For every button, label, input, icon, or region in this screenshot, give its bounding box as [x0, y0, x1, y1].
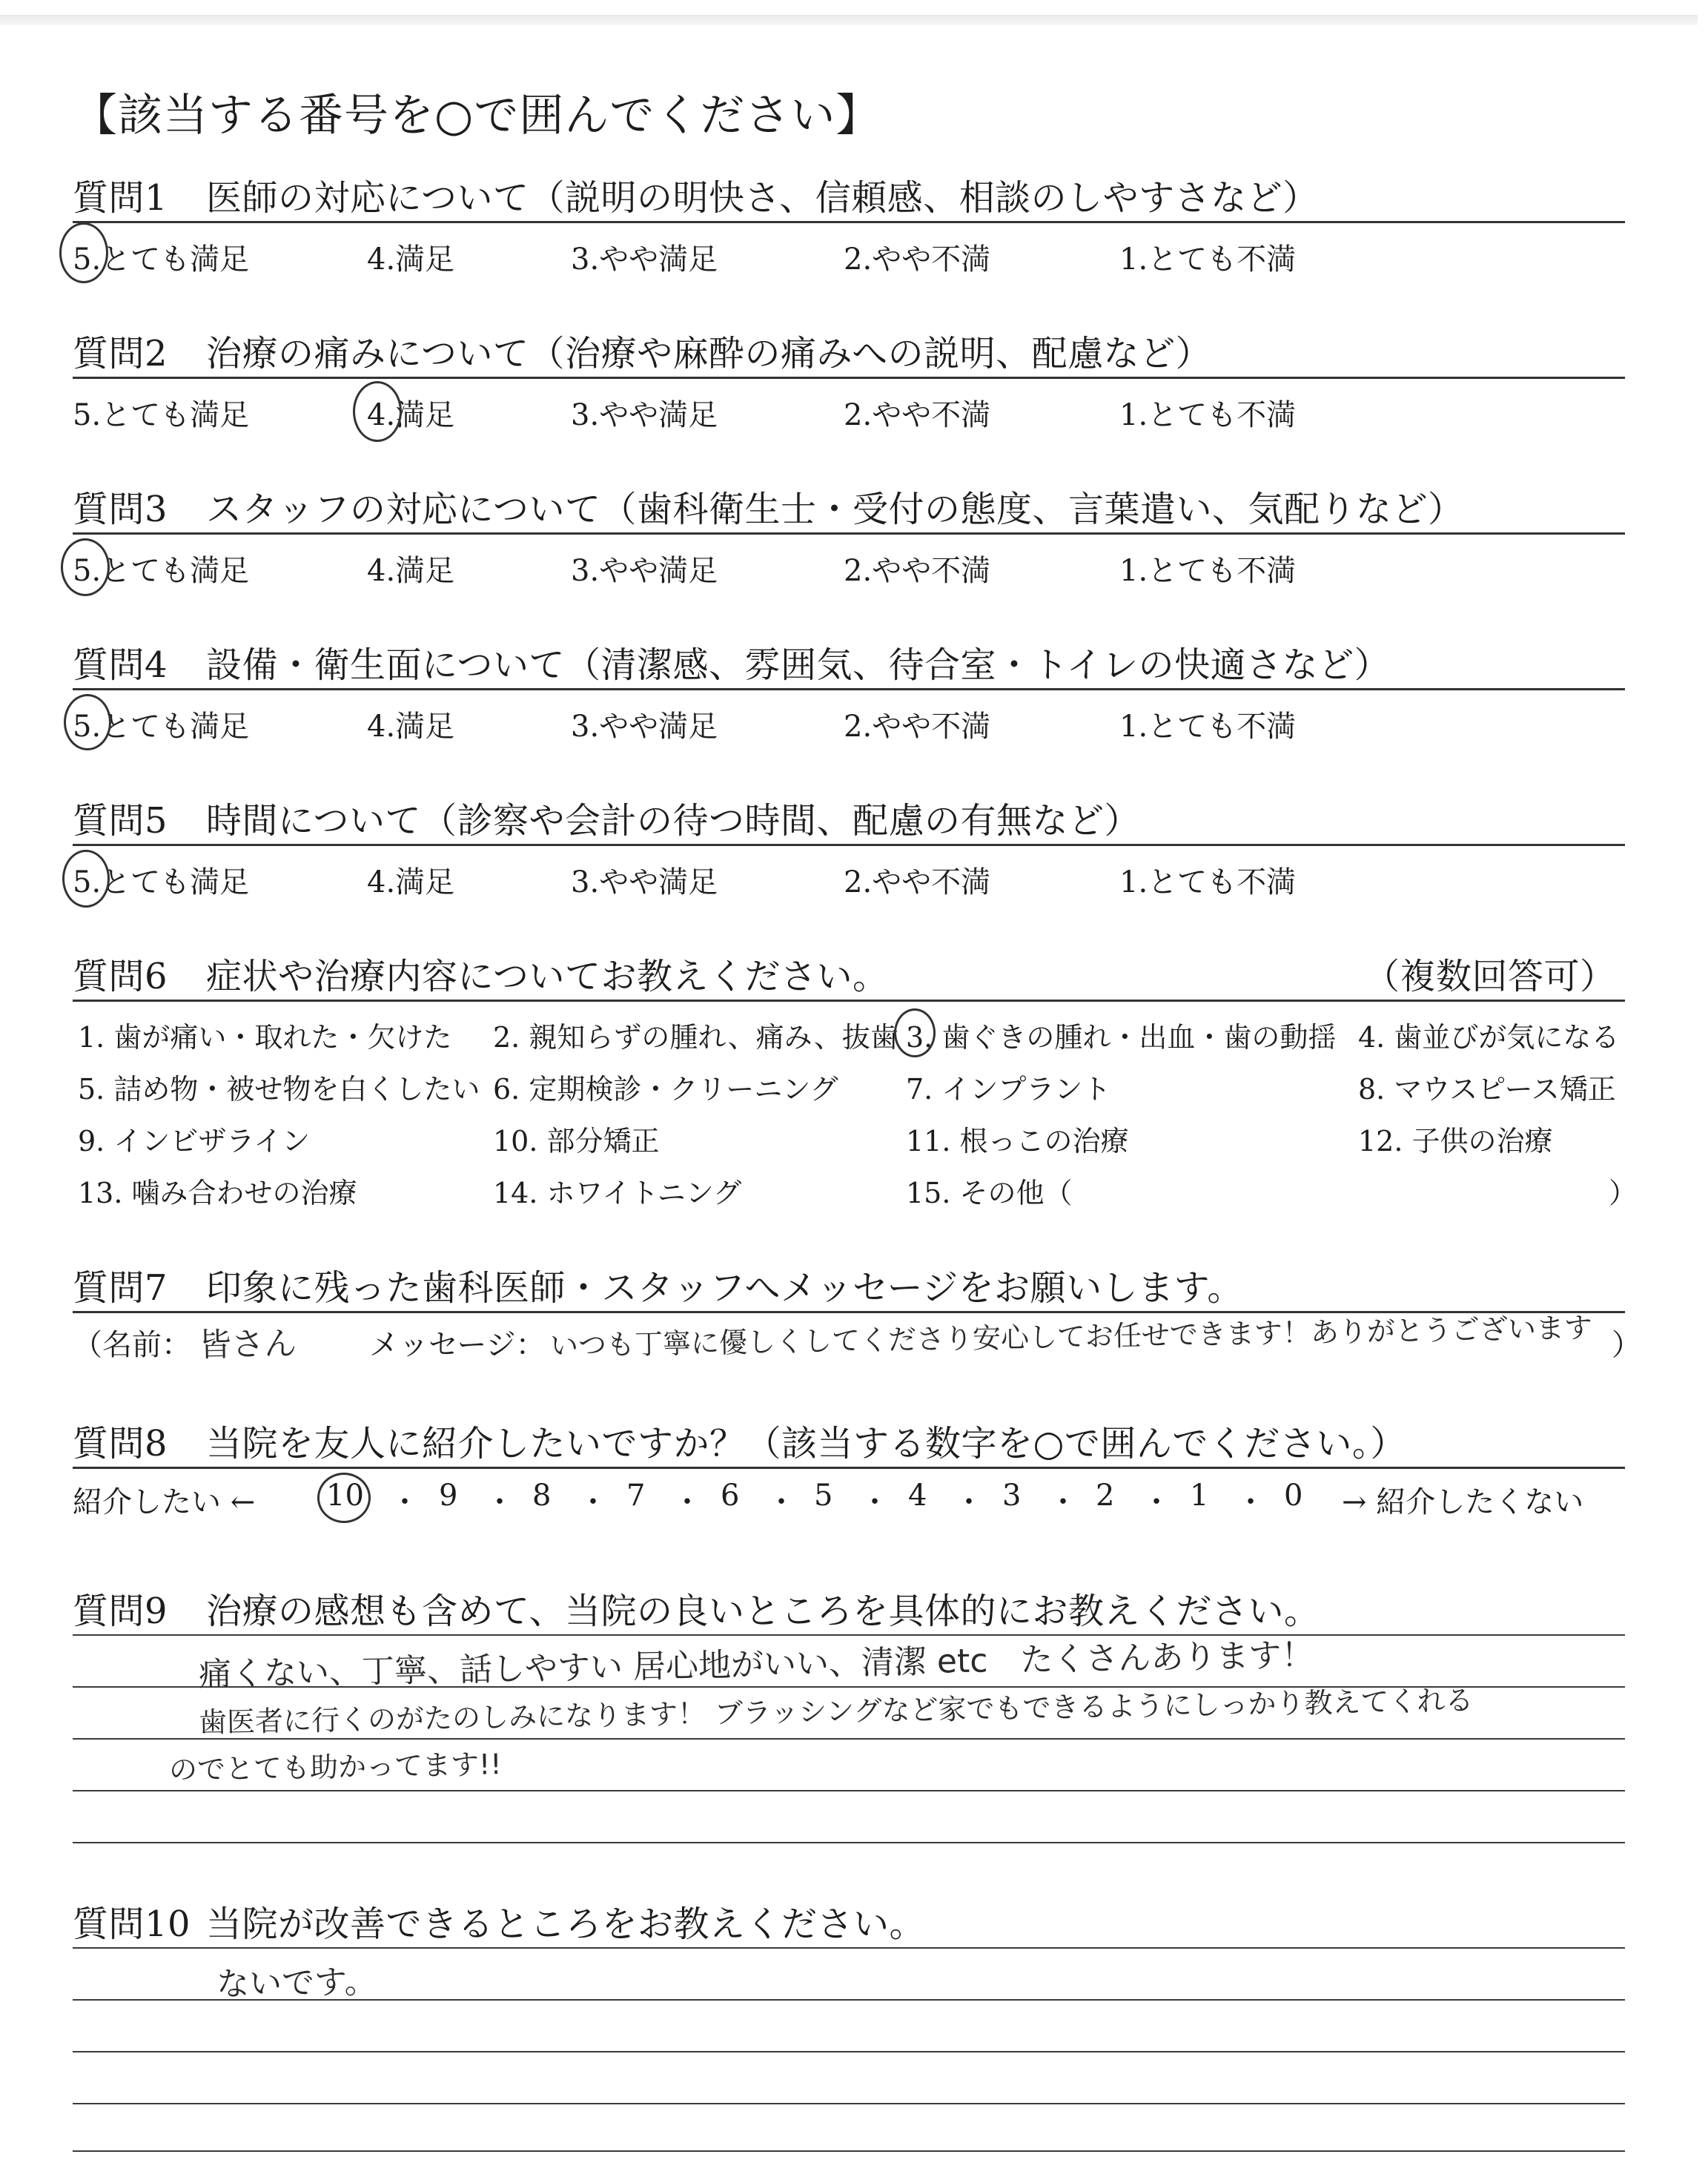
symptom-option[interactable]: 7. インプラント [906, 1073, 1111, 1106]
answer-text-line[interactable]: ないです。 [216, 1963, 377, 2004]
question-text: 治療の痛みについて（治療や麻酔の痛みへの説明、配慮など） [206, 333, 1212, 374]
option-3[interactable]: 3.やや満足 [571, 398, 718, 432]
option-1[interactable]: 1.とても不満 [1119, 710, 1297, 744]
symptom-option[interactable]: 11. 根っこの治療 [906, 1125, 1129, 1157]
scale-separator: ・ [1048, 1485, 1078, 1519]
symptom-option[interactable]: 3. 歯ぐきの腫れ・出血・歯の動揺 [906, 1021, 1337, 1054]
writing-line [73, 1842, 1625, 1843]
scale-value-1[interactable]: 1 [1190, 1479, 1209, 1513]
scan-top-edge [0, 15, 1698, 25]
writing-line [73, 1790, 1625, 1791]
scale-separator: ・ [485, 1485, 514, 1519]
scale-value-9[interactable]: 9 [439, 1479, 458, 1513]
option-5[interactable]: 5.とても満足 [73, 865, 250, 899]
answer-circle [353, 381, 402, 442]
question-text: 症状や治療内容についてお教えください。 [206, 956, 889, 997]
option-5[interactable]: 5.とても満足 [73, 242, 250, 277]
symptom-option[interactable]: 5. 詰め物・被せ物を白くしたい [78, 1073, 480, 1106]
option-2[interactable]: 2.やや不満 [844, 865, 991, 899]
multiple-answers-note: （複数回答可） [1364, 956, 1616, 997]
scale-value-10[interactable]: 10 [326, 1479, 364, 1513]
divider [73, 221, 1625, 223]
answer-text-line[interactable]: 痛くない、丁寧、話しやすい 居心地がいい、清潔 etc たくさんあります！ [198, 1636, 1314, 1694]
option-3[interactable]: 3.やや満足 [571, 865, 718, 899]
symptom-option[interactable]: 4. 歯並びが気になる [1358, 1021, 1620, 1054]
other-close-paren: ） [1609, 1177, 1638, 1209]
option-5[interactable]: 5.とても満足 [73, 554, 250, 588]
answer-circle [64, 694, 111, 750]
name-label: （名前： [73, 1328, 191, 1362]
message-close-paren: ） [1612, 1328, 1641, 1362]
divider [73, 377, 1625, 379]
symptom-option[interactable]: 13. 噛み合わせの治療 [78, 1177, 357, 1209]
option-5[interactable]: 5.とても満足 [73, 398, 250, 432]
scale-separator: ・ [954, 1485, 984, 1519]
scale-value-8[interactable]: 8 [532, 1479, 552, 1513]
scale-separator: ・ [1142, 1485, 1171, 1519]
message-label: メッセージ： [369, 1328, 546, 1362]
option-3[interactable]: 3.やや満足 [571, 242, 718, 277]
option-3[interactable]: 3.やや満足 [571, 554, 718, 588]
option-2[interactable]: 2.やや不満 [844, 242, 991, 277]
scale-value-0[interactable]: 0 [1284, 1479, 1303, 1513]
symptom-option[interactable]: 2. 親知らずの腫れ、痛み、抜歯 [493, 1021, 898, 1054]
divider [73, 1467, 1625, 1469]
question-number: 質問10 [73, 1903, 191, 1945]
writing-line [73, 1947, 1625, 1949]
answer-circle [61, 538, 110, 596]
answer-circle [317, 1473, 371, 1523]
option-2[interactable]: 2.やや不満 [844, 398, 991, 432]
symptom-option[interactable]: 12. 子供の治療 [1358, 1125, 1553, 1157]
scale-right-label: → 紹介したくない [1342, 1485, 1584, 1519]
question-text: 当院を友人に紹介したいですか？（該当する数字を○で囲んでください。） [206, 1423, 1406, 1464]
question-9-heading [73, 1582, 1320, 1634]
message-field[interactable]: いつも丁寧に優しくしてくださり安心してお任せできます！ありがとうございます [549, 1311, 1593, 1362]
question-number: 質問5 [73, 800, 168, 842]
question-7-heading [73, 1259, 1243, 1310]
question-5-heading [73, 792, 1140, 843]
question-text: 時間について（診察や会計の待つ時間、配慮の有無など） [206, 800, 1141, 842]
scale-value-7[interactable]: 7 [626, 1479, 646, 1513]
question-number: 質問1 [73, 177, 168, 219]
question-3-heading [73, 480, 1464, 532]
question-8-heading [73, 1415, 1406, 1466]
scale-value-4[interactable]: 4 [908, 1479, 927, 1513]
option-1[interactable]: 1.とても不満 [1119, 865, 1297, 899]
question-1-heading [73, 169, 1319, 220]
question-text: 当院が改善できるところをお教えください。 [206, 1903, 926, 1945]
answer-circle [59, 222, 108, 283]
question-10-heading [73, 1895, 925, 1946]
answer-circle [62, 850, 110, 908]
answer-text-line[interactable]: のでとても助かってます!! [168, 1748, 502, 1786]
symptom-option[interactable]: 6. 定期検診・クリーニング [493, 1073, 838, 1106]
option-4[interactable]: 4.満足 [367, 242, 455, 277]
name-field[interactable]: 皆さん [198, 1324, 297, 1364]
symptom-option[interactable]: 8. マウスピース矯正 [1358, 1073, 1616, 1106]
option-2[interactable]: 2.やや不満 [844, 554, 991, 588]
question-text: 医師の対応について（説明の明快さ、信頼感、相談のしやすさなど） [206, 177, 1319, 219]
scale-separator: ・ [860, 1485, 890, 1519]
scale-value-3[interactable]: 3 [1002, 1479, 1022, 1513]
question-number: 質問7 [73, 1267, 168, 1309]
answer-text-line[interactable]: 歯医者に行くのがたのしみになります！ ブラッシングなど家でもできるようにしっかり教えてくれる [198, 1683, 1474, 1739]
question-text: 印象に残った歯科医師・スタッフへメッセージをお願いします。 [206, 1267, 1243, 1309]
divider [73, 844, 1625, 846]
scale-separator: ・ [672, 1485, 702, 1519]
scale-left-label: 紹介したい ← [73, 1485, 256, 1519]
writing-line [73, 2103, 1625, 2104]
scale-value-5[interactable]: 5 [814, 1479, 833, 1513]
question-number: 質問2 [73, 333, 168, 374]
question-number: 質問3 [73, 489, 168, 530]
scale-separator: ・ [1236, 1485, 1265, 1519]
question-6-heading [73, 948, 889, 999]
option-4[interactable]: 4.満足 [367, 865, 455, 899]
option-2[interactable]: 2.やや不満 [844, 710, 991, 744]
form-title: 【該当する番号を○で囲んでください】 [73, 90, 881, 142]
option-1[interactable]: 1.とても不満 [1119, 554, 1297, 588]
symptom-option[interactable]: 1. 歯が痛い・取れた・欠けた [78, 1021, 452, 1054]
symptom-option[interactable]: 10. 部分矯正 [493, 1125, 660, 1157]
question-2-heading [73, 325, 1211, 376]
scale-separator: ・ [578, 1485, 608, 1519]
question-number: 質問8 [73, 1423, 168, 1464]
writing-line [73, 2150, 1625, 2152]
scale-separator: ・ [767, 1485, 796, 1519]
symptom-option[interactable]: 9. インビザライン [78, 1125, 311, 1157]
question-number: 質問6 [73, 956, 168, 997]
question-number: 質問9 [73, 1591, 168, 1632]
option-4[interactable]: 4.満足 [367, 710, 455, 744]
divider [73, 532, 1625, 535]
question-4-heading [73, 636, 1390, 687]
option-3[interactable]: 3.やや満足 [571, 710, 718, 744]
scale-value-2[interactable]: 2 [1096, 1479, 1115, 1513]
other-option[interactable]: 15. その他（ [906, 1177, 1073, 1209]
answer-circle [894, 1008, 936, 1057]
option-1[interactable]: 1.とても不満 [1119, 242, 1297, 277]
scale-separator: ・ [390, 1485, 420, 1519]
divider [73, 688, 1625, 690]
option-5[interactable]: 5.とても満足 [73, 710, 250, 744]
option-4[interactable]: 4.満足 [367, 554, 455, 588]
divider [73, 1000, 1625, 1002]
scale-value-6[interactable]: 6 [721, 1479, 740, 1513]
option-4[interactable]: 4.満足 [367, 398, 455, 432]
question-text: 設備・衛生面について（清潔感、雰囲気、待合室・トイレの快適さなど） [206, 644, 1391, 686]
question-text: スタッフの対応について（歯科衛生士・受付の態度、言葉遣い、気配りなど） [206, 489, 1464, 530]
writing-line [73, 2051, 1625, 2052]
symptom-option[interactable]: 14. ホワイトニング [493, 1177, 742, 1209]
question-text: 治療の感想も含めて、当院の良いところを具体的にお教えください。 [206, 1591, 1320, 1632]
option-1[interactable]: 1.とても不満 [1119, 398, 1297, 432]
question-number: 質問4 [73, 644, 168, 686]
